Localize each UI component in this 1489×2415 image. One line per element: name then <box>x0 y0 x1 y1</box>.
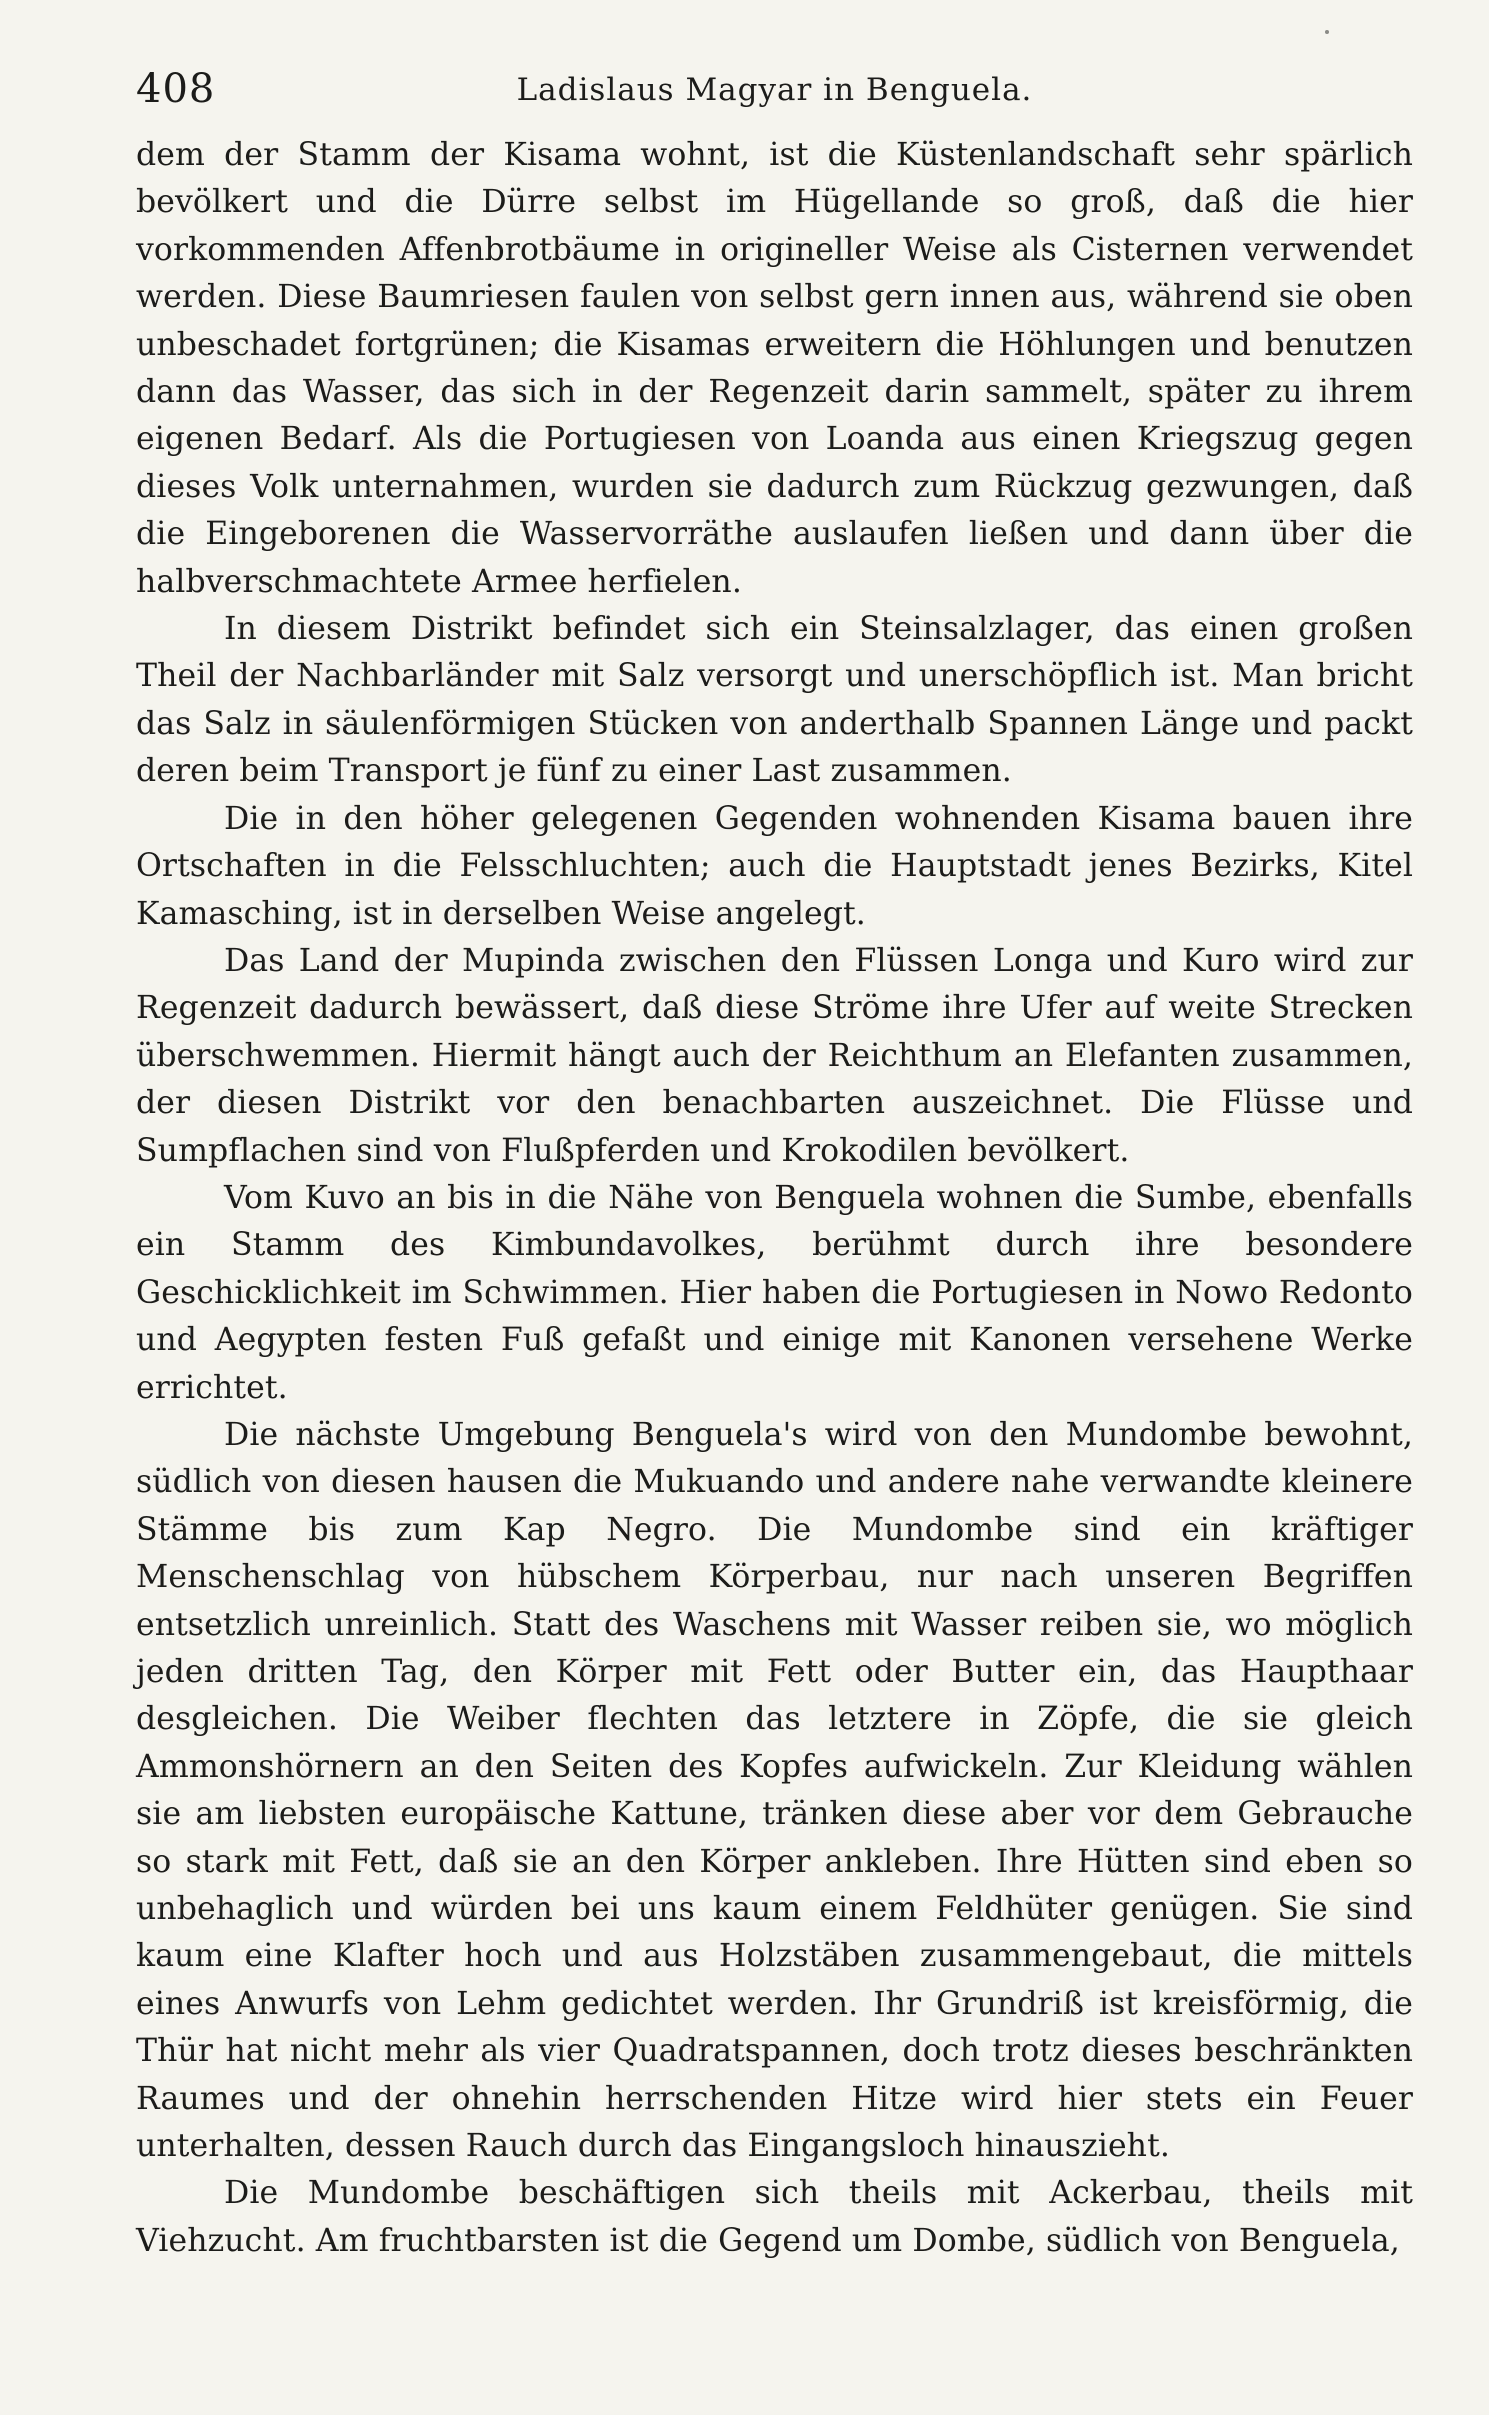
paragraph: Die Mundombe beschäftigen sich theils mit Ackerbau, theils mit Viehzucht. Am fruchtbarsten ist die Gegend um Dombe, südlich von Benguela, <box>136 2175 1413 2259</box>
paragraph: Die in den höher gelegenen Gegenden wohnenden Kisama bauen ihre Ortschaften in die Felsschluchten; auch die Hauptstadt jenes Bezirks, Kitel Kamasching, ist in derselben Weise angelegt. <box>136 800 1413 932</box>
paragraph: dem der Stamm der Kisama wohnt, ist die Küstenlandschaft sehr spärlich bevölkert und die Dürre selbst im Hügellande so groß, daß die hier vorkommenden Affenbrotbäume in origineller Weise als Cisternen verwendet werden. Diese Baumriesen faulen von selbst gern innen aus, während sie oben unbeschadet fortgrünen; die Kisamas erweitern die Höhlungen und benutzen dann das Wasser, das sich in der Regenzeit darin sammelt, später zu ihrem eigenen Bedarf. Als die Portugiesen von Loanda aus einen Kriegszug gegen dieses Volk unternahmen, wurden sie dadurch zum Rückzug gezwungen, daß die Eingeborenen die Wasservorräthe auslaufen ließen und dann über die halbverschmachtete Armee herfielen. <box>136 137 1413 600</box>
paragraph: In diesem Distrikt befindet sich ein Steinsalzlager, das einen großen Theil der Nachbarländer mit Salz versorgt und unerschöpflich ist. Man bricht das Salz in säulenförmigen Stücken von anderthalb Spannen Länge und packt deren beim Transport je fünf zu einer Last zusammen. <box>136 611 1413 790</box>
running-title: Ladislaus Magyar in Benguela. <box>516 72 1033 108</box>
scan-speck <box>1325 30 1329 34</box>
running-header <box>136 62 1413 120</box>
page-number: 408 <box>136 66 216 112</box>
paragraph: Die nächste Umgebung Benguela's wird von den Mundombe bewohnt, südlich von diesen hausen die Mukuando und andere nahe verwandte kleinere Stämme bis zum Kap Negro. Die Mundombe sind ein kräftiger Menschenschlag von hübschem Körperbau, nur nach unseren Begriffen entsetzlich unreinlich. Statt des Waschens mit Wasser reiben sie, wo möglich jeden dritten Tag, den Körper mit Fett oder Butter ein, das Haupthaar desgleichen. Die Weiber flechten das letztere in Zöpfe, die sie gleich Ammonshörnern an den Seiten des Kopfes aufwickeln. Zur Kleidung wählen sie am liebsten europäische Kattune, tränken diese aber vor dem Gebrauche so stark mit Fett, daß sie an den Körper ankleben. Ihre Hütten sind eben so unbehaglich und würden bei uns kaum einem Feldhüter genügen. Sie sind kaum eine Klafter hoch und aus Holzstäben zusammengebaut, die mittels eines Anwurfs von Lehm gedichtet werden. Ihr Grundriß ist kreisförmig, die Thür hat nicht mehr als vier Quadratspannen, doch trotz dieses beschränkten Raumes und der ohnehin herrschenden Hitze wird hier stets ein Feuer unterhalten, dessen Rauch durch das Eingangsloch hinauszieht. <box>136 1416 1413 2165</box>
paragraph: Das Land der Mupinda zwischen den Flüssen Longa und Kuro wird zur Regenzeit dadurch bewässert, daß diese Ströme ihre Ufer auf weite Strecken überschwemmen. Hiermit hängt auch der Reichthum an Elefanten zusammen, der diesen Distrikt vor den benachbarten auszeichnet. Die Flüsse und Sumpflachen sind von Flußpferden und Krokodilen bevölkert. <box>136 942 1413 1169</box>
body-text <box>136 132 1413 2265</box>
paragraph: Vom Kuvo an bis in die Nähe von Benguela wohnen die Sumbe, ebenfalls ein Stamm des Kimbundavolkes, berühmt durch ihre besondere Geschicklichkeit im Schwimmen. Hier haben die Portugiesen in Nowo Redonto und Aegypten festen Fuß gefaßt und einige mit Kanonen versehene Werke errichtet. <box>136 1179 1413 1406</box>
